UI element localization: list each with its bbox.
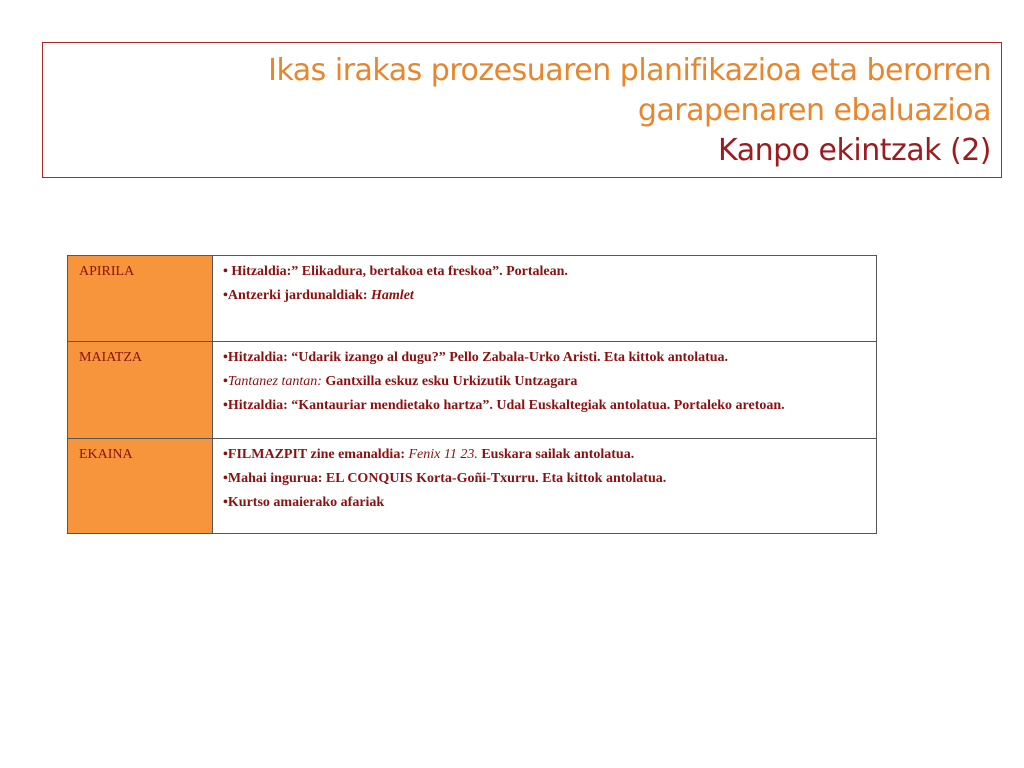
title-box — [42, 42, 1002, 178]
month-cell: APIRILA — [68, 256, 213, 342]
title-line-2: garapenaren ebaluazioa — [637, 93, 991, 128]
table-row — [68, 439, 877, 534]
month-cell: EKAINA — [68, 439, 213, 534]
activity-text-italic: Fenix 11 23. — [408, 447, 478, 462]
activity-text: •Hitzaldia: “Kantauriar mendietako hartza”. Udal Euskaltegiak antolatua. Portaleko aretoan. — [223, 398, 785, 413]
activity-text: •Hitzaldia: “Udarik izango al dugu?” Pello Zabala-Urko Aristi. Eta kittok antolatua. — [223, 350, 729, 365]
activity-item — [223, 398, 866, 414]
activity-text-italic: Tantanez tantan: — [227, 374, 322, 389]
activities-cell — [213, 342, 877, 439]
page-subtitle: Kanpo ekintzak (2) — [718, 133, 991, 168]
title-line-1: Ikas irakas prozesuaren planifikazioa eta berorren — [268, 53, 991, 88]
activity-text: • — [223, 374, 228, 389]
activity-text: Gantxilla eskuz esku Urkizutik Untzagara — [321, 374, 578, 389]
activity-text: •Antzerki jardunaldiak: — [223, 288, 372, 303]
activity-item — [223, 447, 866, 463]
activity-item — [223, 264, 866, 280]
activity-text-italic: Hamlet — [371, 288, 414, 303]
activity-text: •Kurtso amaierako afariak — [223, 495, 385, 510]
activity-item — [223, 288, 866, 304]
page-title — [268, 51, 991, 171]
activities-cell — [213, 256, 877, 342]
table-row — [68, 342, 877, 439]
activity-text: •Mahai ingurua: EL CONQUIS Korta-Goñi-Txurru. Eta kittok antolatua. — [223, 471, 667, 486]
activity-text: •FILMAZPIT zine emanaldia: — [223, 447, 409, 462]
activity-item — [223, 374, 866, 390]
activities-table — [67, 255, 877, 534]
activities-cell — [213, 439, 877, 534]
activity-item — [223, 350, 866, 366]
activity-text: • Hitzaldia:” Elikadura, bertakoa eta freskoa”. Portalean. — [223, 264, 568, 279]
activity-item — [223, 495, 866, 511]
table-row — [68, 256, 877, 342]
activity-item — [223, 471, 866, 487]
month-cell: MAIATZA — [68, 342, 213, 439]
activity-text: Euskara sailak antolatua. — [477, 447, 635, 462]
